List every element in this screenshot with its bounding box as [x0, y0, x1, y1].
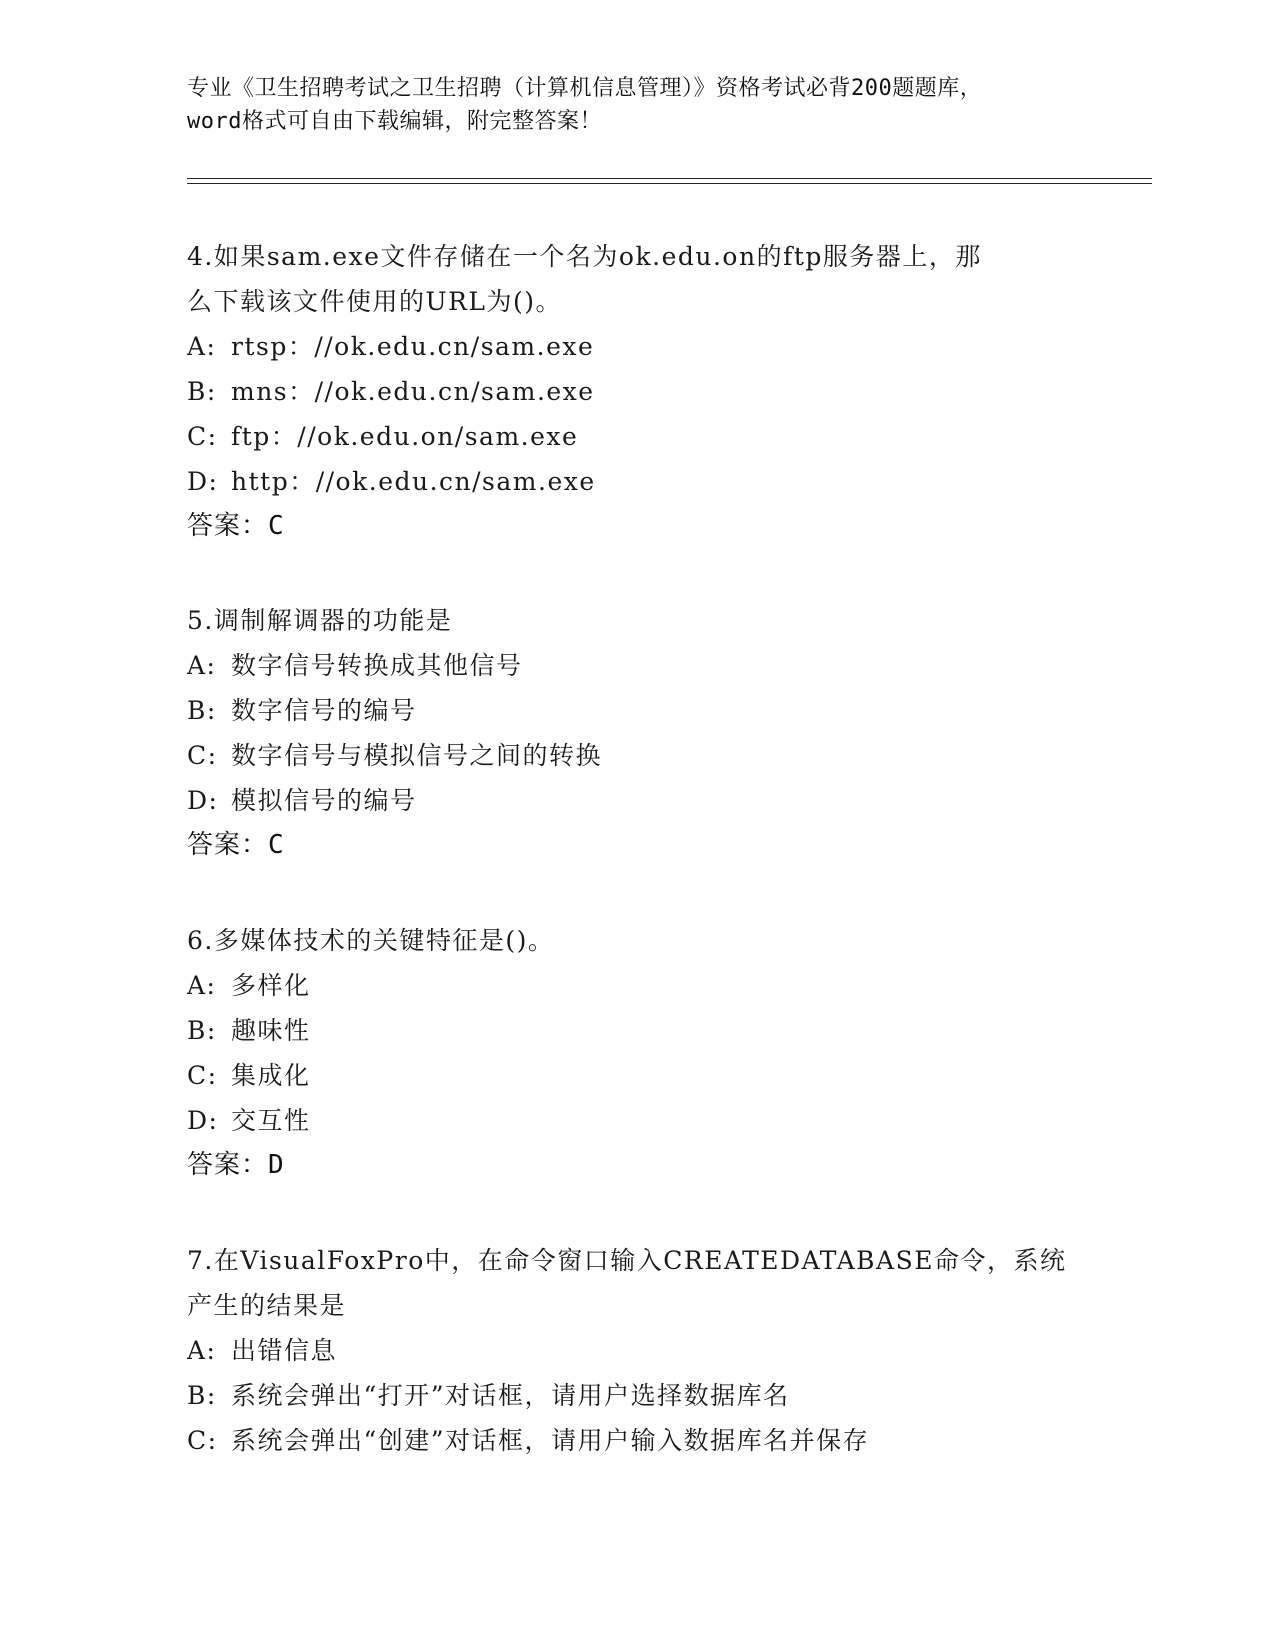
- answer-line: 答案：C: [187, 511, 285, 541]
- question-stem-line-2: 么下载该文件使用的URL为()。: [187, 287, 563, 316]
- question-stem-line-1: 7.在VisualFoxPro中，在命令窗口输入CREATEDATABASE命令，系统: [187, 1246, 1067, 1275]
- option-text: 数字信号的编号: [231, 696, 417, 725]
- option-c: [187, 1053, 1067, 1098]
- question-stem-line-1: 6.多媒体技术的关键特征是()。: [187, 926, 555, 955]
- question-stem-line-2: 产生的结果是: [187, 1291, 347, 1320]
- question-6: [187, 918, 1067, 1188]
- option-a: [187, 324, 1067, 369]
- option-key: B:: [187, 1381, 217, 1410]
- option-key: C:: [187, 1061, 218, 1090]
- option-text: http：//ok.edu.cn/sam.exe: [231, 467, 596, 496]
- option-key: D:: [187, 467, 219, 496]
- option-text: 集成化: [231, 1061, 311, 1090]
- option-text: 交互性: [231, 1106, 311, 1135]
- question-5: [187, 598, 1067, 868]
- option-text: ftp：//ok.edu.on/sam.exe: [231, 422, 579, 451]
- option-text: 趣味性: [231, 1016, 311, 1045]
- option-key: D:: [187, 1106, 219, 1135]
- option-b: [187, 688, 1067, 733]
- option-text: rtsp：//ok.edu.cn/sam.exe: [231, 332, 595, 361]
- option-key: C:: [187, 741, 218, 770]
- header-title-line-2: word格式可自由下载编辑，附完整答案！: [187, 109, 602, 134]
- option-a: [187, 1328, 1067, 1373]
- option-key: C:: [187, 422, 218, 451]
- header-title-line-1: 专业《卫生招聘考试之卫生招聘（计算机信息管理）》资格考试必背200题题库，: [187, 76, 983, 101]
- question-stem-line-1: 5.调制解调器的功能是: [187, 606, 453, 635]
- header-divider-top: [187, 178, 1152, 179]
- option-a: [187, 963, 1067, 1008]
- option-text: 模拟信号的编号: [231, 786, 417, 815]
- option-key: B:: [187, 1016, 217, 1045]
- option-d: [187, 1098, 1067, 1143]
- option-text: mns：//ok.edu.cn/sam.exe: [231, 377, 595, 406]
- header-divider-bottom: [187, 183, 1152, 184]
- option-key: A:: [187, 971, 217, 1000]
- option-d: [187, 778, 1067, 823]
- option-key: A:: [187, 1336, 217, 1365]
- option-c: [187, 1418, 1067, 1463]
- answer-line: 答案：C: [187, 830, 285, 860]
- option-key: B:: [187, 696, 217, 725]
- option-key: D:: [187, 786, 219, 815]
- option-key: B:: [187, 377, 217, 406]
- option-b: [187, 369, 1067, 414]
- answer-line: 答案：D: [187, 1150, 285, 1180]
- option-key: C:: [187, 1426, 218, 1455]
- option-d: [187, 459, 1067, 504]
- option-key: A:: [187, 332, 217, 361]
- question-4: [187, 234, 1067, 549]
- option-b: [187, 1373, 1067, 1418]
- question-7: [187, 1238, 1067, 1463]
- option-text: 数字信号转换成其他信号: [231, 651, 523, 680]
- option-text: 系统会弹出“创建”对话框，请用户输入数据库名并保存: [231, 1426, 870, 1455]
- option-b: [187, 1008, 1067, 1053]
- option-text: 数字信号与模拟信号之间的转换: [231, 741, 603, 770]
- option-text: 系统会弹出“打开”对话框，请用户选择数据库名: [231, 1381, 790, 1410]
- option-text: 多样化: [231, 971, 311, 1000]
- option-text: 出错信息: [231, 1336, 338, 1365]
- option-c: [187, 414, 1067, 459]
- question-stem-line-1: 4.如果sam.exe文件存储在一个名为ok.edu.on的ftp服务器上，那: [187, 242, 982, 271]
- option-c: [187, 733, 1067, 778]
- document-header: [187, 72, 1087, 138]
- option-a: [187, 643, 1067, 688]
- option-key: A:: [187, 651, 217, 680]
